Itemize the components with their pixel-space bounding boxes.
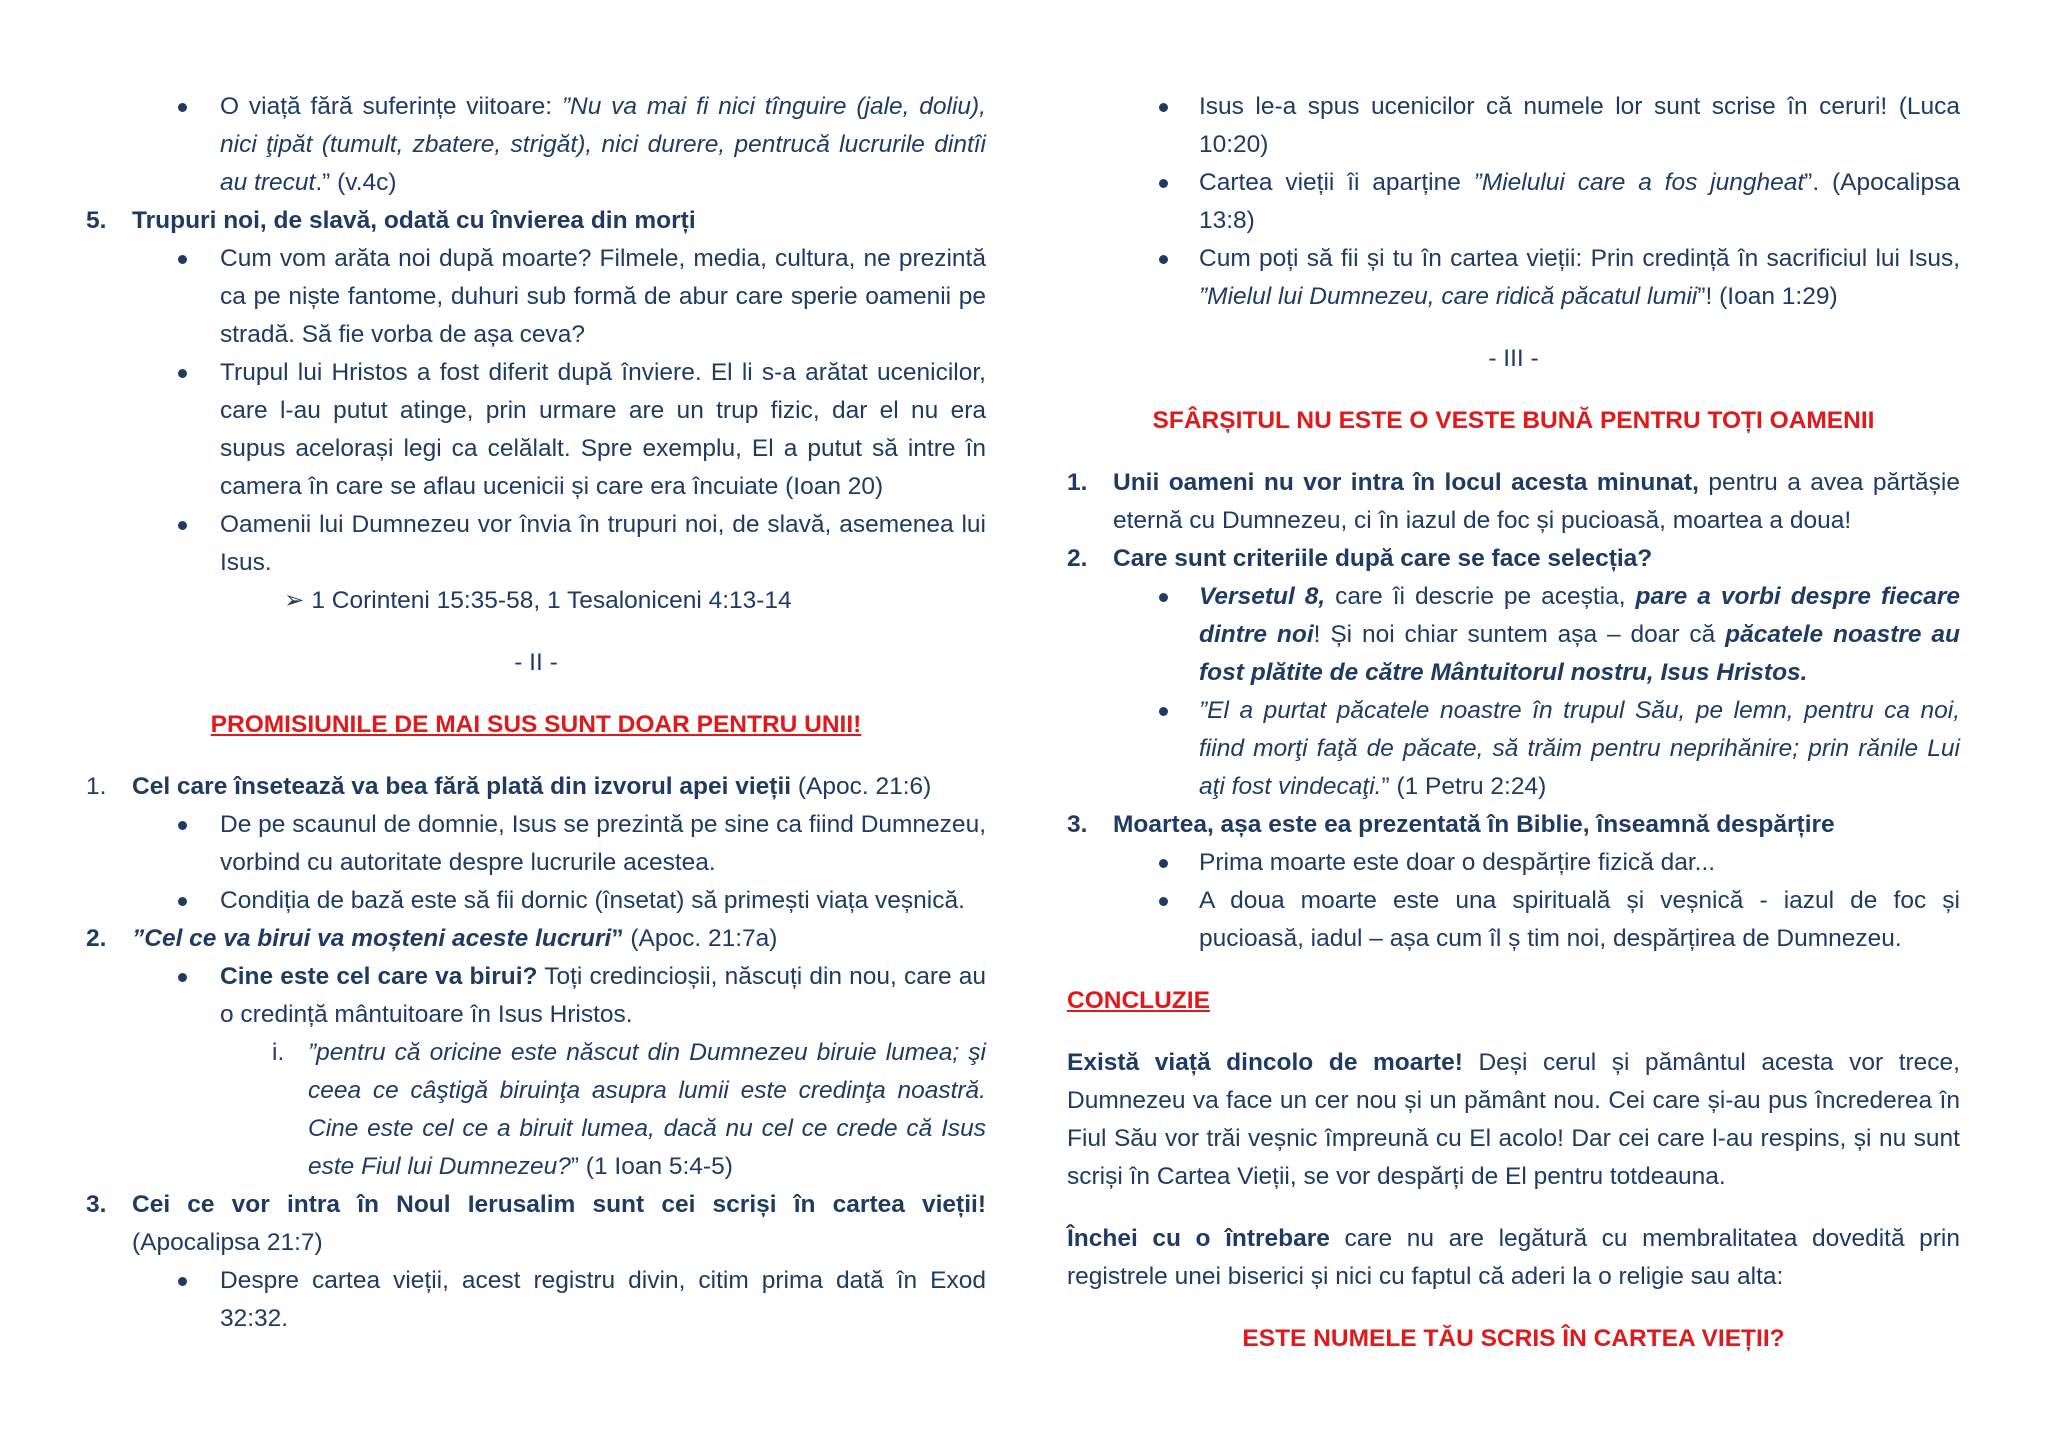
conclusion-paragraph: Există viață dincolo de moarte! Deși cerul și pământul acesta vor trece, Dumnezeu va face un cer nou și un pământ nou. Cei care și-au pus încrederea în Fiul Său vor trăi veșnic împreună cu El acolo! Dar cei care l-au respins, și nu sunt scriși în Cartea Vieții, se vor despărți de El pentru totdeauna. xyxy=(1067,1049,1960,1190)
left-column xyxy=(86,88,986,1338)
numbered-heading-3: 3. Moartea, așa este ea prezentată în Biblie, înseamnă despărțire xyxy=(1067,811,1835,838)
list-item: Prima moarte este doar o despărțire fizică dar... xyxy=(1067,844,1960,882)
closing-paragraph: Închei cu o întrebare care nu are legătură cu membralitatea dovedită prin registrele unei biserici și nici cu faptul că aderi la o religie sau alta: xyxy=(1067,1225,1960,1290)
list-item: Cartea vieții îi aparține ”Mielului care a fos jungheat”. (Apocalipsa 13:8) xyxy=(1067,164,1960,240)
list-item: Despre cartea vieții, acest registru divin, citim prima dată în Exod 32:32. xyxy=(86,1262,986,1338)
section-number: - III - xyxy=(1488,345,1539,372)
list-item: Condiția de bază este să fii dornic (însetat) să primești viața veșnică. xyxy=(86,882,986,920)
list-item: Cine este cel care va birui? Toți credincioșii, născuți din nou, care au o credință mântuitoare în Isus Hristos. xyxy=(86,958,986,1034)
list-item: A doua moarte este una spirituală și veșnică - iazul de foc și pucioasă, iadul – așa cum îl ș tim noi, despărțirea de Dumnezeu. xyxy=(1067,882,1960,958)
section-number: - II - xyxy=(514,649,558,676)
list-item: Isus le-a spus ucenicilor că numele lor sunt scrise în ceruri! (Luca 10:20) xyxy=(1067,88,1960,164)
final-question: ESTE NUMELE TĂU SCRIS ÎN CARTEA VIEȚII? xyxy=(1242,1325,1785,1352)
roman-item: i. ”pentru că oricine este născut din Dumnezeu biruie lumea; şi ceea ce câştigă biruinţa asupra lumii este credinţa noastră. Cine este cel ce a biruit lumea, dacă nu cel ce crede că Isus este Fiul lui Dumnezeu?” (1 Ioan 5:4-5) xyxy=(272,1039,986,1180)
list-item: ”El a purtat păcatele noastre în trupul Său, pe lemn, pentru ca noi, fiind morţi faţă de păcate, să trăim pentru neprihănire; prin rănile Lui aţi fost vindecaţi.” (1 Petru 2:24) xyxy=(1067,692,1960,806)
numbered-heading-5: 5. Trupuri noi, de slavă, odată cu învierea din morți xyxy=(86,207,696,234)
numbered-heading-3: 3. Cei ce vor intra în Noul Ierusalim sunt cei scriși în cartea vieții! (Apocalipsa 21:7) xyxy=(86,1191,986,1256)
right-column xyxy=(1067,88,1960,1358)
list-item: Oamenii lui Dumnezeu vor învia în trupuri noi, de slavă, asemenea lui Isus. xyxy=(86,506,986,582)
numbered-heading-2: 2. ”Cel ce va birui va moșteni aceste lucruri” (Apoc. 21:7a) xyxy=(86,925,778,952)
list-item: Cum poți să fii și tu în cartea vieții: Prin credință în sacrificiul lui Isus, ”Mielul lui Dumnezeu, care ridică păcatul lumii”! (Ioan 1:29) xyxy=(1067,240,1960,316)
list-item: O viață fără suferințe viitoare: ”Nu va mai fi nici tînguire (jale, doliu), nici ţipăt (tumult, zbatere, strigăt), nici durere, pentrucă lucrurile dintîi au trecut.” (v.4c) xyxy=(86,88,986,202)
list-item: Cum vom arăta noi după moarte? Filmele, media, cultura, ne prezintă ca pe niște fantome, duhuri sub formă de abur care sperie oamenii pe stradă. Să fie vorba de așa ceva? xyxy=(86,240,986,354)
list-item: De pe scaunul de domnie, Isus se prezintă pe sine ca fiind Dumnezeu, vorbind cu autoritate despre lucrurile acestea. xyxy=(86,806,986,882)
numbered-heading-1: 1. Cel care însetează va bea fără plată din izvorul apei vieții (Apoc. 21:6) xyxy=(86,773,932,800)
reference-line: ➢ 1 Corinteni 15:35-58, 1 Tesaloniceni 4:13-14 xyxy=(284,587,792,614)
section-heading: PROMISIUNILE DE MAI SUS SUNT DOAR PENTRU UNII! xyxy=(210,711,862,738)
numbered-heading-1: 1. Unii oameni nu vor intra în locul acesta minunat, pentru a avea părtășie eternă cu Dumnezeu, ci în iazul de foc și pucioasă, moartea a doua! xyxy=(1067,469,1960,534)
numbered-heading-2: 2. Care sunt criteriile după care se face selecția? xyxy=(1067,545,1653,572)
list-item: Versetul 8, care îi descrie pe aceștia, pare a vorbi despre fiecare dintre noi! Și noi chiar suntem așa – doar că păcatele noastre au fost plătite de către Mântuitorul nostru, Isus Hristos. xyxy=(1067,578,1960,692)
section-heading: SFÂRȘITUL NU ESTE O VESTE BUNĂ PENTRU TOȚI OAMENII xyxy=(1152,407,1875,434)
list-item: Trupul lui Hristos a fost diferit după înviere. El li s-a arătat ucenicilor, care l-au putut atinge, prin urmare are un trup fizic, dar el nu era supus acelorași legi ca celălalt. Spre exemplu, El a putut să intre în camera în care se aflau ucenicii și care era încuiate (Ioan 20) xyxy=(86,354,986,506)
conclusion-heading: CONCLUZIE xyxy=(1067,987,1210,1014)
